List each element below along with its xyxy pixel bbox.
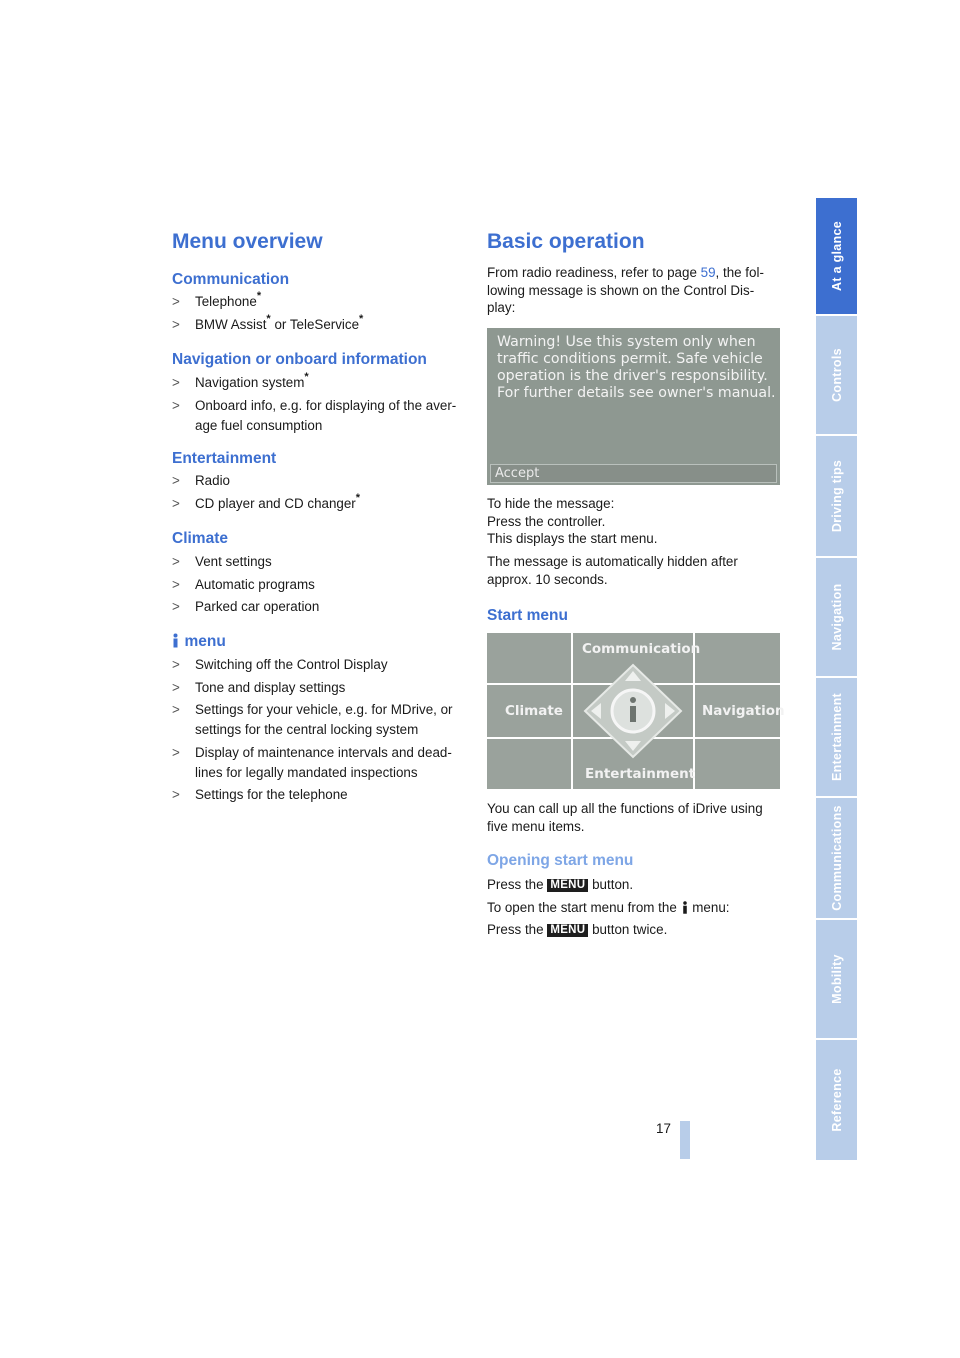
list-item: > Display of maintenance intervals and dead- lines for legally mandated inspections	[172, 744, 452, 780]
page-link[interactable]: 59	[700, 265, 716, 280]
menu-cell	[695, 739, 780, 789]
list-item: > Settings for your vehicle, e.g. for MDrive, or settings for the central locking system	[172, 702, 453, 737]
menu-key-icon: MENU	[547, 924, 588, 937]
tab-at-a-glance[interactable]: At a glance	[816, 198, 857, 316]
navigation-list	[172, 373, 467, 438]
list-item: > Settings for the telephone	[172, 787, 348, 802]
press-twice-paragraph: Press the MENU button twice.	[487, 922, 668, 937]
tab-communications[interactable]: Communications	[816, 798, 857, 920]
navigation-heading: Navigation or onboard information	[172, 351, 427, 368]
communication-list	[172, 292, 462, 337]
hide-paragraph: To hide the message: Press the controller. This displays the start menu.	[487, 496, 658, 546]
info-icon	[681, 901, 689, 914]
list-item: > CD player and CD changer*	[172, 491, 361, 511]
start-menu-heading: Start menu	[487, 607, 568, 624]
tab-driving-tips[interactable]: Driving tips	[816, 436, 857, 558]
climate-heading: Climate	[172, 530, 228, 547]
accept-option: Accept	[490, 464, 777, 483]
basic-operation-title: Basic operation	[487, 230, 645, 253]
list-item: > Automatic programs	[172, 576, 315, 592]
tab-entertainment[interactable]: Entertainment	[816, 678, 857, 798]
open-from-paragraph: To open the start menu from the menu:	[487, 900, 730, 915]
call-up-paragraph: You can call up all the functions of iDrive using five menu items.	[487, 801, 763, 834]
controller-icon	[583, 663, 683, 759]
menu-cell	[487, 739, 571, 789]
communication-heading: Communication	[172, 271, 290, 288]
press-menu-paragraph: Press the MENU button.	[487, 877, 634, 892]
list-item: > Vent settings	[172, 554, 272, 569]
menu-key-icon: MENU	[547, 879, 588, 892]
menu-item-communication: Communication	[582, 641, 701, 657]
list-item: > Telephone*	[172, 290, 262, 309]
menu-cell	[695, 633, 780, 683]
start-menu-image	[487, 633, 785, 789]
intro-paragraph: From radio readiness, refer to page 59, the fol- lowing message is shown on the Control Dis- play:	[487, 265, 764, 315]
list-item: > Parked car operation	[172, 599, 320, 614]
tab-controls[interactable]: Controls	[816, 316, 857, 436]
list-item: > Onboard info, e.g. for displaying of the aver- age fuel consumption	[172, 397, 457, 433]
menu-item-entertainment: Entertainment	[585, 766, 696, 782]
tab-mobility[interactable]: Mobility	[816, 920, 857, 1040]
menu-item-navigation: Navigation	[702, 703, 785, 719]
menu-overview-title: Menu overview	[172, 230, 323, 253]
menu-item-climate: Climate	[505, 703, 563, 719]
list-item: > Switching off the Control Display	[172, 657, 388, 672]
info-icon	[171, 633, 180, 648]
menu-cell	[487, 633, 571, 683]
imenu-heading-wrap	[171, 633, 226, 651]
warning-screen-image	[487, 328, 780, 485]
imenu-heading: menu	[184, 633, 226, 650]
list-item: > Tone and display settings	[172, 679, 346, 695]
auto-hide-paragraph: The message is automatically hidden after approx. 10 seconds.	[487, 554, 738, 587]
list-item: > Navigation system*	[172, 371, 309, 390]
page-number: 17	[656, 1121, 671, 1136]
tab-navigation[interactable]: Navigation	[816, 558, 857, 678]
climate-list	[172, 552, 462, 620]
opening-start-menu-heading: Opening start menu	[487, 852, 634, 869]
imenu-list	[172, 655, 467, 808]
list-item: > Radio	[172, 473, 230, 488]
entertainment-heading: Entertainment	[172, 450, 277, 467]
page-number-marker	[680, 1121, 690, 1159]
list-item: > BMW Assist* or TeleService*	[172, 312, 364, 332]
warning-text: Warning! Use this system only when traffic conditions permit. Safe vehicle operation is the driver's responsibility. For further details see owner's manual.	[497, 334, 776, 401]
entertainment-list	[172, 471, 462, 516]
tab-reference[interactable]: Reference	[816, 1040, 857, 1160]
